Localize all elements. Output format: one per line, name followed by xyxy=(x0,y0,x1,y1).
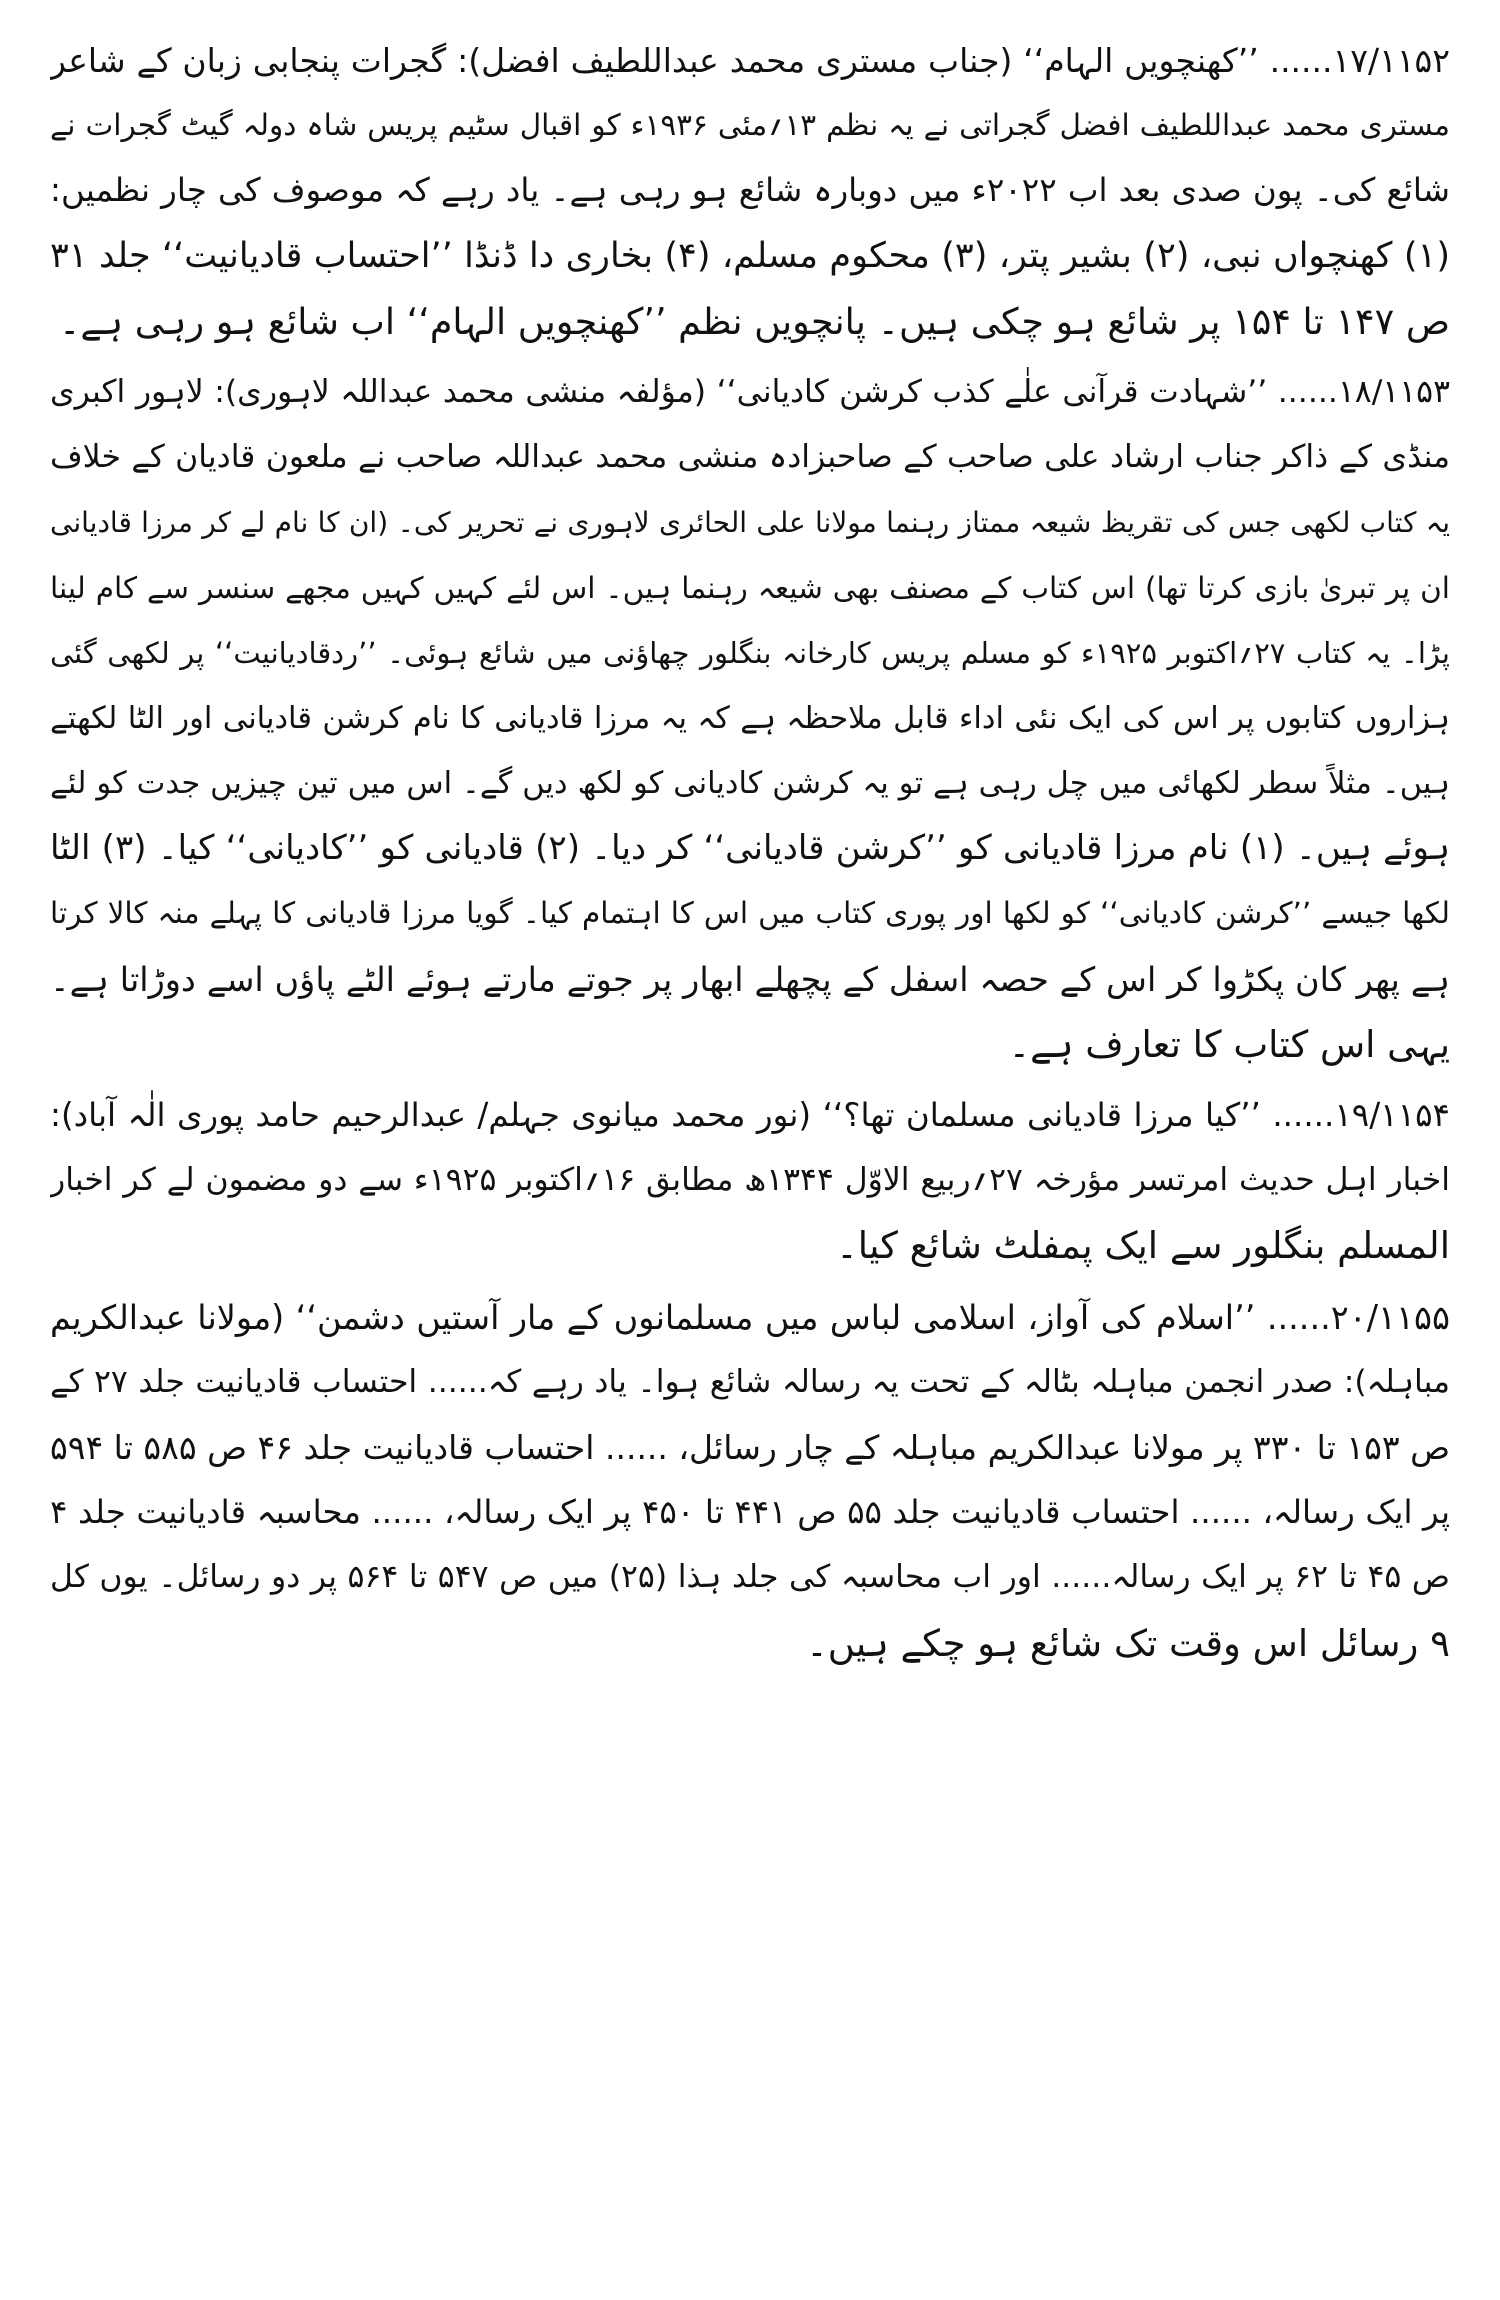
entry-1153-line-6: ہزاروں کتابوں پر اس کی ایک نئی اداء قابل ملاحظہ ہے کہ یہ مرزا قادیانی کا نام کرشن قادیانی اور الٹا لکھتے xyxy=(50,700,1450,736)
entry-1155-line-1: ۲۰/۱۱۵۵...... ’’اسلام کی آواز، اسلامی لباس میں مسلمانوں کے مار آستیں دشمن‘‘ (مولانا عبدالکریم xyxy=(50,1297,1450,1337)
entry-1154-line-3: المسلم بنگلور سے ایک پمفلٹ شائع کیا۔ xyxy=(836,1224,1450,1268)
entry-1152-line-5: ص ۱۴۷ تا ۱۵۴ پر شائع ہو چکی ہیں۔ پانچویں نظم ’’کھنچویں الہام‘‘ اب شائع ہو رہی ہے۔ xyxy=(58,299,1450,343)
entry-1153-line-5: پڑا۔ یہ کتاب ۲۷؍اکتوبر ۱۹۲۵ء کو مسلم پریس کارخانہ بنگلور چھاؤنی میں شائع ہوئی۔ ’’ردقادیانیت‘‘ پر لکھی گئی xyxy=(50,635,1450,670)
entry-1154-line-1: ۱۹/۱۱۵۴...... ’’کیا مرزا قادیانی مسلمان تھا؟‘‘ (نور محمد میانوی جہلم/ عبدالرحیم حامد پوری الٰہ آباد): xyxy=(50,1096,1450,1134)
document-page xyxy=(50,28,1450,2272)
entry-1152-line-2: مستری محمد عبداللطیف افضل گجراتی نے یہ نظم ۱۳؍مئی ۱۹۳۶ء کو اقبال سٹیم پریس شاہ دولہ گیٹ گجرات نے xyxy=(50,108,1450,143)
entry-1153 xyxy=(50,360,1450,1077)
entry-1153-line-3: یہ کتاب لکھی جس کی تقریظ شیعہ ممتاز رہنما مولانا علی الحائری لاہوری نے تحریر کی۔ (ان کا نام لے کر مرزا قادیانی xyxy=(50,506,1450,540)
entry-1153-line-4: ان پر تبریٰ بازی کرتا تھا) اس کتاب کے مصنف بھی شیعہ رہنما ہیں۔ اس لئے کہیں کہیں مجھے سنسر سے کام لینا xyxy=(50,570,1450,605)
entry-1152 xyxy=(50,28,1450,354)
entry-1152-line-4: (۱) کھنچواں نبی، (۲) بشیر پتر، (۳) محکوم مسلم، (۴) بخاری دا ڈنڈا ’’احتساب قادیانیت‘‘ جلد ۳۱ xyxy=(50,235,1450,276)
entry-1152-line-3: شائع کی۔ پون صدی بعد اب ۲۰۲۲ء میں دوبارہ شائع ہو رہی ہے۔ یاد رہے کہ موصوف کی چار نظمیں: xyxy=(50,171,1450,210)
entry-1155-line-5: ص ۴۵ تا ۶۲ پر ایک رسالہ...... اور اب محاسبہ کی جلد ہذا (۲۵) میں ص ۵۴۷ تا ۵۶۴ پر دو رسائل۔ یوں کل xyxy=(50,1559,1450,1596)
entry-1154 xyxy=(50,1083,1450,1279)
entry-1155-line-4: پر ایک رسالہ، ...... احتساب قادیانیت جلد ۵۵ ص ۴۴۱ تا ۴۵۰ پر ایک رسالہ، ...... محاسبہ قادیانیت جلد ۴ xyxy=(50,1493,1450,1532)
entry-1153-line-9: لکھا جیسے ’’کرشن کادیانی‘‘ کو لکھا اور پوری کتاب میں اس کا اہتمام کیا۔ گویا مرزا قادیانی کا پہلے منہ کالا کرتا xyxy=(50,896,1450,931)
entry-1153-line-2: منڈی کے ذاکر جناب ارشاد علی صاحب کے صاحبزادہ منشی محمد عبداللہ صاحب نے ملعون قادیان کے خلاف xyxy=(50,439,1450,476)
entry-1155-line-3: ص ۱۵۳ تا ۳۳۰ پر مولانا عبدالکریم مباہلہ کے چار رسائل، ...... احتساب قادیانیت جلد ۴۶ ص ۵۸۵ تا ۵۹۴ xyxy=(50,1427,1450,1467)
entry-1153-line-10: ہے پھر کان پکڑوا کر اس کے حصہ اسفل کے پچھلے ابھار پر جوتے مارتے ہوئے الٹے پاؤں اسے دوڑاتا ہے۔ xyxy=(50,959,1450,999)
entry-1155-line-6: ۹ رسائل اس وقت تک شائع ہو چکے ہیں۔ xyxy=(806,1621,1450,1665)
entry-1153-line-1: ۱۸/۱۱۵۳...... ’’شہادت قرآنی علٰے کذب کرشن کادیانی‘‘ (مؤلفہ منشی محمد عبداللہ لاہوری): لاہور اکبری xyxy=(50,373,1450,410)
entry-1155-line-2: مباہلہ): صدر انجمن مباہلہ بٹالہ کے تحت یہ رسالہ شائع ہوا۔ یاد رہے کہ...... احتساب قادیانیت جلد ۲۷ کے xyxy=(50,1363,1450,1400)
entry-1153-line-7: ہیں۔ مثلاً سطر لکھائی میں چل رہی ہے تو یہ کرشن کادیانی کو لکھ دیں گے۔ اس میں تین چیزیں جدت کو لئے xyxy=(50,766,1450,802)
entry-1153-line-8: ہوئے ہیں۔ (۱) نام مرزا قادیانی کو ’’کرشن قادیانی‘‘ کر دیا۔ (۲) قادیانی کو ’’کادیانی‘‘ کیا۔ (۳) الٹا xyxy=(50,828,1450,869)
entry-1154-line-2: اخبار اہل حدیث امرتسر مؤرخہ ۲۷؍ربیع الاوّل ۱۳۴۴ھ مطابق ۱۶؍اکتوبر ۱۹۲۵ء سے دو مضمون لے کر اخبار xyxy=(50,1162,1450,1199)
entry-1152-line-1: ۱۷/۱۱۵۲...... ’’کھنچویں الہام‘‘ (جناب مستری محمد عبداللطیف افضل): گجرات پنجابی زبان کے شاعر xyxy=(50,41,1450,80)
entry-1153-line-11: یہی اس کتاب کا تعارف ہے۔ xyxy=(1008,1022,1450,1066)
entry-1155 xyxy=(50,1285,1450,1676)
